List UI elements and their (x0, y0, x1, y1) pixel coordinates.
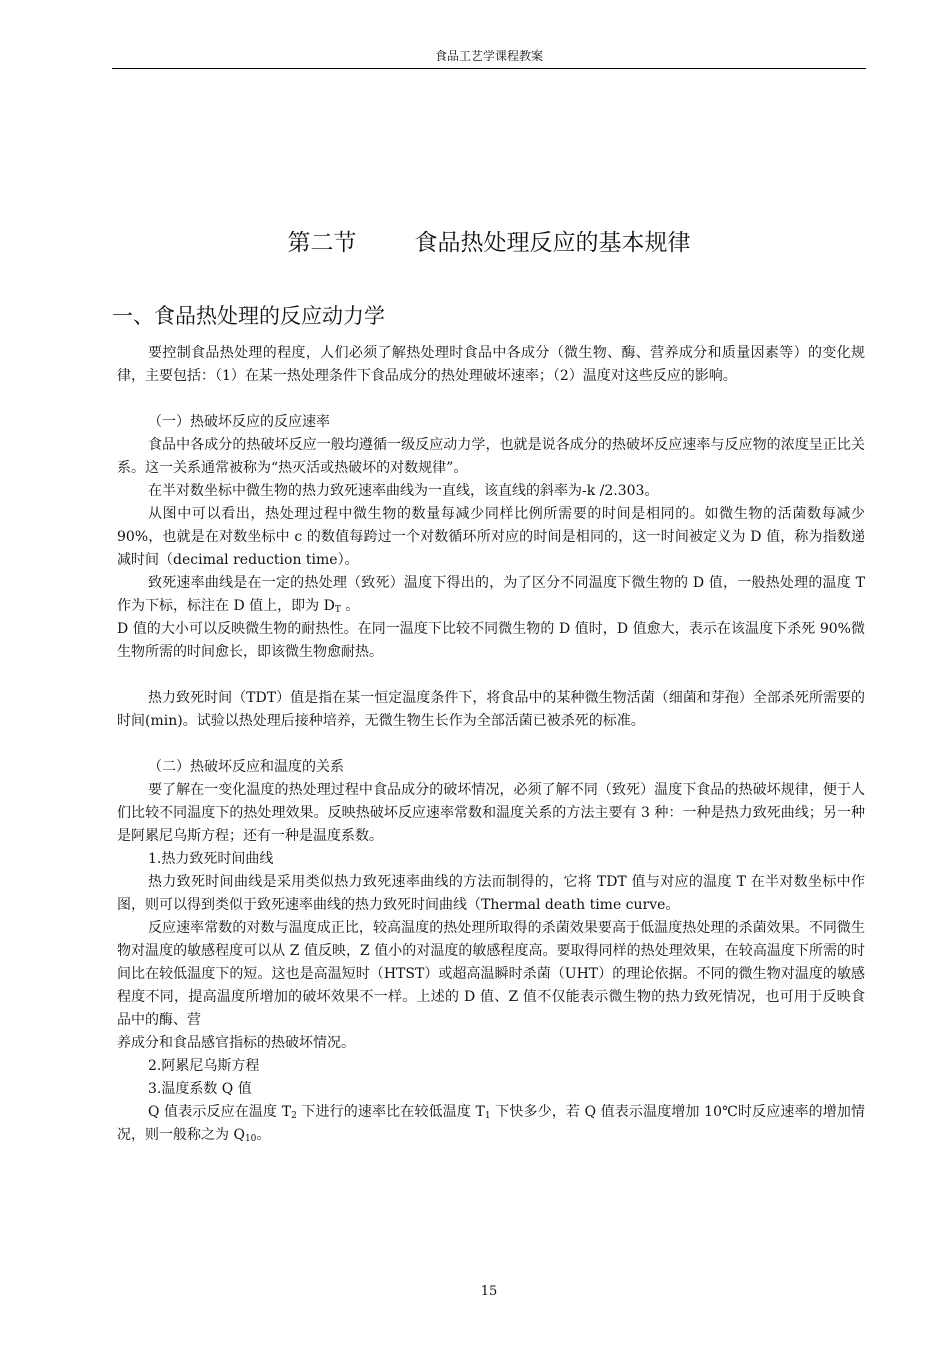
subscript: 2 (291, 1111, 297, 1121)
section-number: 第二节 (287, 230, 357, 256)
paragraph (117, 1101, 865, 1147)
paragraph: 要了解在一变化温度的热处理过程中食品成分的破坏情况，必须了解不同（致死）温度下食品的热破坏规律，便于人们比较不同温度下的热处理效果。反映热破坏反应速率常数和温度关系的方法主要有 3 种：一种是热力致死曲线；另一种是阿累尼乌斯方程；还有一种是温度系数。 (117, 782, 865, 844)
page-number: 15 (480, 1284, 498, 1299)
text-run: 。 (340, 598, 360, 614)
sub-heading: （一）热破坏反应的反应速率 (148, 414, 330, 430)
list-item: 2.阿累尼乌斯方程 (148, 1058, 260, 1074)
subscript: T (334, 605, 341, 615)
section-title (112, 226, 866, 260)
sub-heading: （二）热破坏反应和温度的关系 (148, 759, 344, 775)
paragraph: 要控制食品热处理的程度，人们必须了解热处理时食品中各成分（微生物、酶、营养成分和质量因素等）的变化规律，主要包括：（1）在某一热处理条件下食品成分的热处理破坏速率；（2）温度对这些反应的影响。 (117, 345, 865, 384)
list-item: 1.热力致死时间曲线 (148, 851, 274, 867)
paragraph: 热力致死时间（TDT）值是指在某一恒定温度条件下，将食品中的某种微生物活菌（细菌和芽孢）全部杀死所需要的时间(min)。试验以热处理后接种培养，无微生物生长作为全部活菌已被杀死的标准。 (117, 690, 865, 729)
paragraph: D 值的大小可以反映微生物的耐热性。在同一温度下比较不同微生物的 D 值时，D 值愈大，表示在该温度下杀死 90%微生物所需的时间愈长，即该微生物愈耐热。 (117, 621, 865, 660)
subsection-heading: 一、食品热处理的反应动力学 (112, 304, 385, 328)
paragraph: 从图中可以看出，热处理过程中微生物的数量每减少同样比例所需要的时间是相同的。如微生物的活菌数每减少 90%，也就是在对数坐标中 c 的数值每跨过一个对数循环所对应的时间是相同的，这一时间被定义为 D 值，称为指数递减时间（decimal reduction time）。 (117, 506, 865, 568)
list-item: 3.温度系数 Q 值 (148, 1081, 252, 1097)
body-text (117, 342, 865, 1147)
text-run: 下进行的速率比在较低温度 T (296, 1104, 485, 1120)
paragraph: 食品中各成分的热破坏反应一般均遵循一级反应动力学，也就是说各成分的热破坏反应速率与反应物的浓度呈正比关系。这一关系通常被称为“热灭活或热破坏的对数规律”。 (117, 437, 865, 476)
text-run: 下快多少，若 Q 值表示温度增加 10℃时反应速率的增加情况，则一般称之为 Q (117, 1104, 865, 1143)
text-run: 致死速率曲线是在一定的热处理（致死）温度下得出的，为了区分不同温度下微生物的 D 值，一般热处理的温度 T 作为下标，标注在 D 值上，即为 D (117, 575, 865, 614)
section-name: 食品热处理反应的基本规律 (414, 230, 691, 256)
paragraph: 热力致死时间曲线是采用类似热力致死速率曲线的方法而制得的，它将 TDT 值与对应的温度 T 在半对数坐标中作图，则可以得到类似于致死速率曲线的热力致死时间曲线（Thermal death time curve。 (117, 874, 865, 913)
subscript: 1 (484, 1111, 491, 1121)
page-header: 食品工艺学课程教案 (112, 46, 866, 69)
paragraph (117, 572, 865, 618)
paragraph: 养成分和食品感官指标的热破坏情况。 (117, 1035, 355, 1051)
subscript: 10 (244, 1134, 257, 1144)
text-run: Q 值表示反应在温度 T (148, 1104, 292, 1120)
text-run: 。 (256, 1127, 271, 1143)
paragraph: 反应速率常数的对数与温度成正比，较高温度的热处理所取得的杀菌效果要高于低温度热处理的杀菌效果。不同微生物对温度的敏感程度可以从 Z 值反映，Z 值小的对温度的敏感程度高。要取得同样的热处理效果，在较高温度下所需的时间比在较低温度下的短。这也是高温短时（HTST）或超高温瞬时杀菌（UHT）的理论依据。不同的微生物对温度的敏感程度不同，提高温度所增加的破坏效果不一样。上述的 D 值、Z 值不仅能表示微生物的热力致死情况，也可用于反映食品中的酶、营 (117, 920, 865, 1028)
paragraph: 在半对数坐标中微生物的热力致死速率曲线为一直线，该直线的斜率为-k /2.303。 (148, 483, 659, 499)
